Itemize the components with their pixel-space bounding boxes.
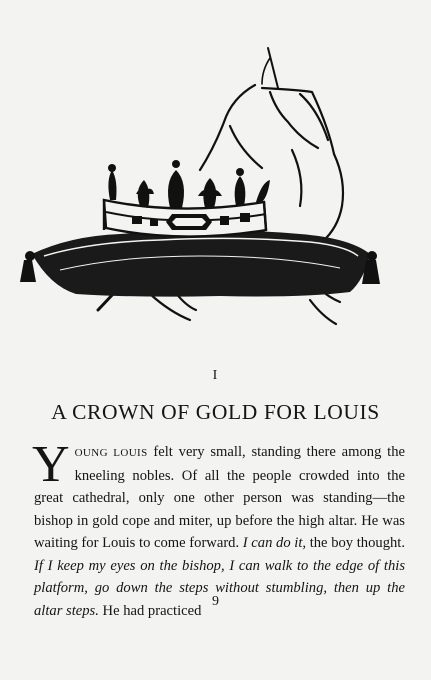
- body-text-segment: the boy thought.: [306, 535, 405, 551]
- crown-on-cushion-illustration: [0, 30, 431, 350]
- drop-cap: Y: [32, 436, 70, 493]
- chapter-number: I: [212, 368, 219, 383]
- body-text-segment: He had practiced: [98, 602, 202, 619]
- chapter-title: A CROWN OF GOLD FOR LOUIS: [51, 400, 380, 424]
- italic-thought: I can do it,: [242, 535, 307, 551]
- body-text-segment: felt very small, standing there among the kneeling nobles. Of all the people crowded into the great cathedral, only one other person was standing—the bishop in gold cope and miter, up before the high altar. He was waiting for Louis to come forward.: [34, 444, 405, 551]
- small-caps-opening: OUNG LOUIS: [74, 447, 148, 459]
- page-number: 9: [212, 594, 219, 609]
- italic-thought: If I keep my eyes on the bishop, I can walk to the edge of this platform, go down the steps without stumbling, then up the altar steps.: [34, 557, 405, 619]
